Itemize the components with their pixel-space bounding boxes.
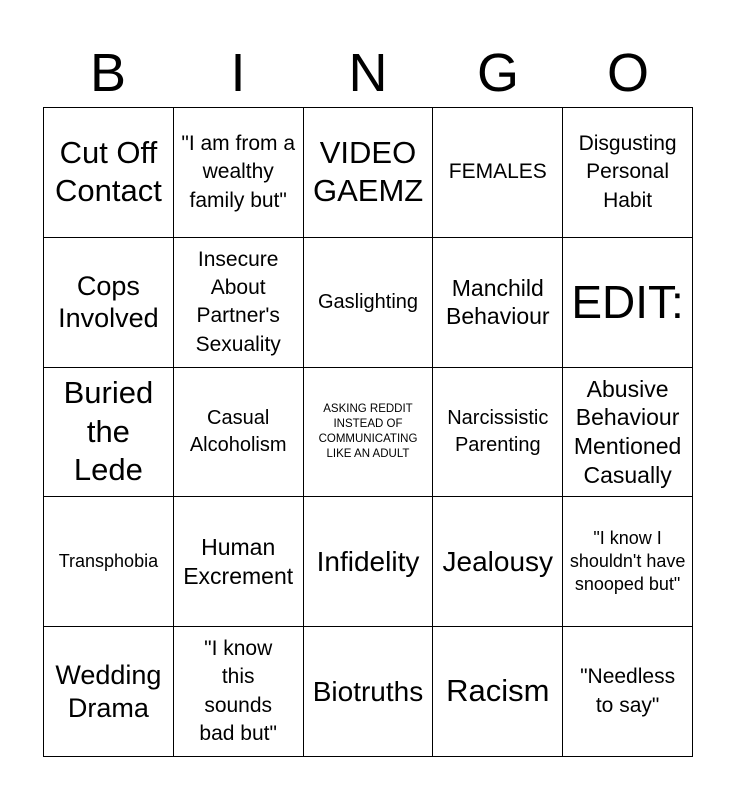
bingo-cell[interactable] [433,497,563,627]
bingo-cell[interactable] [44,108,174,238]
cell-text: Cops Involved [58,270,159,334]
cell-text: Jealousy [442,545,554,577]
cell-text: Human Excrement [183,534,294,589]
header-letter-g: G [476,43,519,103]
cell-text: Insecure About Partner's Sexuality [195,247,281,356]
cell-text: Racism [446,673,550,709]
bingo-cell[interactable] [433,627,563,757]
bingo-header [43,40,693,106]
cell-text: "I know I shouldn't have snooped but" [569,527,686,595]
bingo-cell[interactable] [174,627,304,757]
cell-text: "Needless to say" [580,665,676,717]
header-letter-b: B [89,43,127,103]
bingo-cell[interactable] [174,238,304,368]
bingo-cell[interactable] [174,108,304,238]
header-letter-n: N [348,43,388,103]
bingo-board [43,107,693,757]
bingo-cell[interactable] [563,108,693,238]
cell-text: Biotruths [312,675,424,707]
cell-text: Disgusting Personal Habit [578,131,677,212]
cell-text: ASKING REDDIT INSTEAD OF COMMUNICATING LIKE AN ADULT [318,403,418,460]
bingo-cell[interactable] [563,238,693,368]
bingo-cell[interactable] [304,108,434,238]
bingo-cell[interactable] [433,238,563,368]
cell-text: Gaslighting [317,291,419,314]
bingo-cell[interactable] [44,497,174,627]
cell-text: EDIT: [571,275,684,328]
bingo-cell[interactable] [563,368,693,498]
bingo-cell[interactable] [433,368,563,498]
cell-text: "I am from a wealthy family but" [181,131,296,212]
bingo-cell[interactable] [304,627,434,757]
cell-text: Abusive Behaviour Mentioned Casually [573,375,682,488]
bingo-cell[interactable] [174,497,304,627]
bingo-cell[interactable] [174,368,304,498]
cell-text: FEMALES [448,160,547,184]
bingo-cell[interactable] [44,238,174,368]
cell-text: Transphobia [58,551,159,572]
cell-text: VIDEO GAEMZ [312,134,424,209]
cell-text: Cut Off Contact [54,134,162,209]
header-letter-i: I [230,43,246,103]
bingo-cell[interactable] [433,108,563,238]
bingo-cell[interactable] [304,238,434,368]
cell-text: "I know this sounds bad but" [199,636,277,745]
bingo-cell[interactable] [563,627,693,757]
bingo-cell[interactable] [44,627,174,757]
cell-text: Infidelity [316,545,420,577]
cell-text: Wedding Drama [55,660,162,723]
bingo-cell[interactable] [563,497,693,627]
bingo-cell[interactable] [304,368,434,498]
cell-text: Manchild Behaviour [446,274,550,330]
bingo-cell[interactable] [44,368,174,498]
cell-text: Buried the Lede [63,374,154,488]
cell-text: Casual Alcoholism [189,406,287,456]
header-letter-o: O [606,43,649,103]
cell-text: Narcissistic Parenting [447,406,549,456]
bingo-cell[interactable] [304,497,434,627]
